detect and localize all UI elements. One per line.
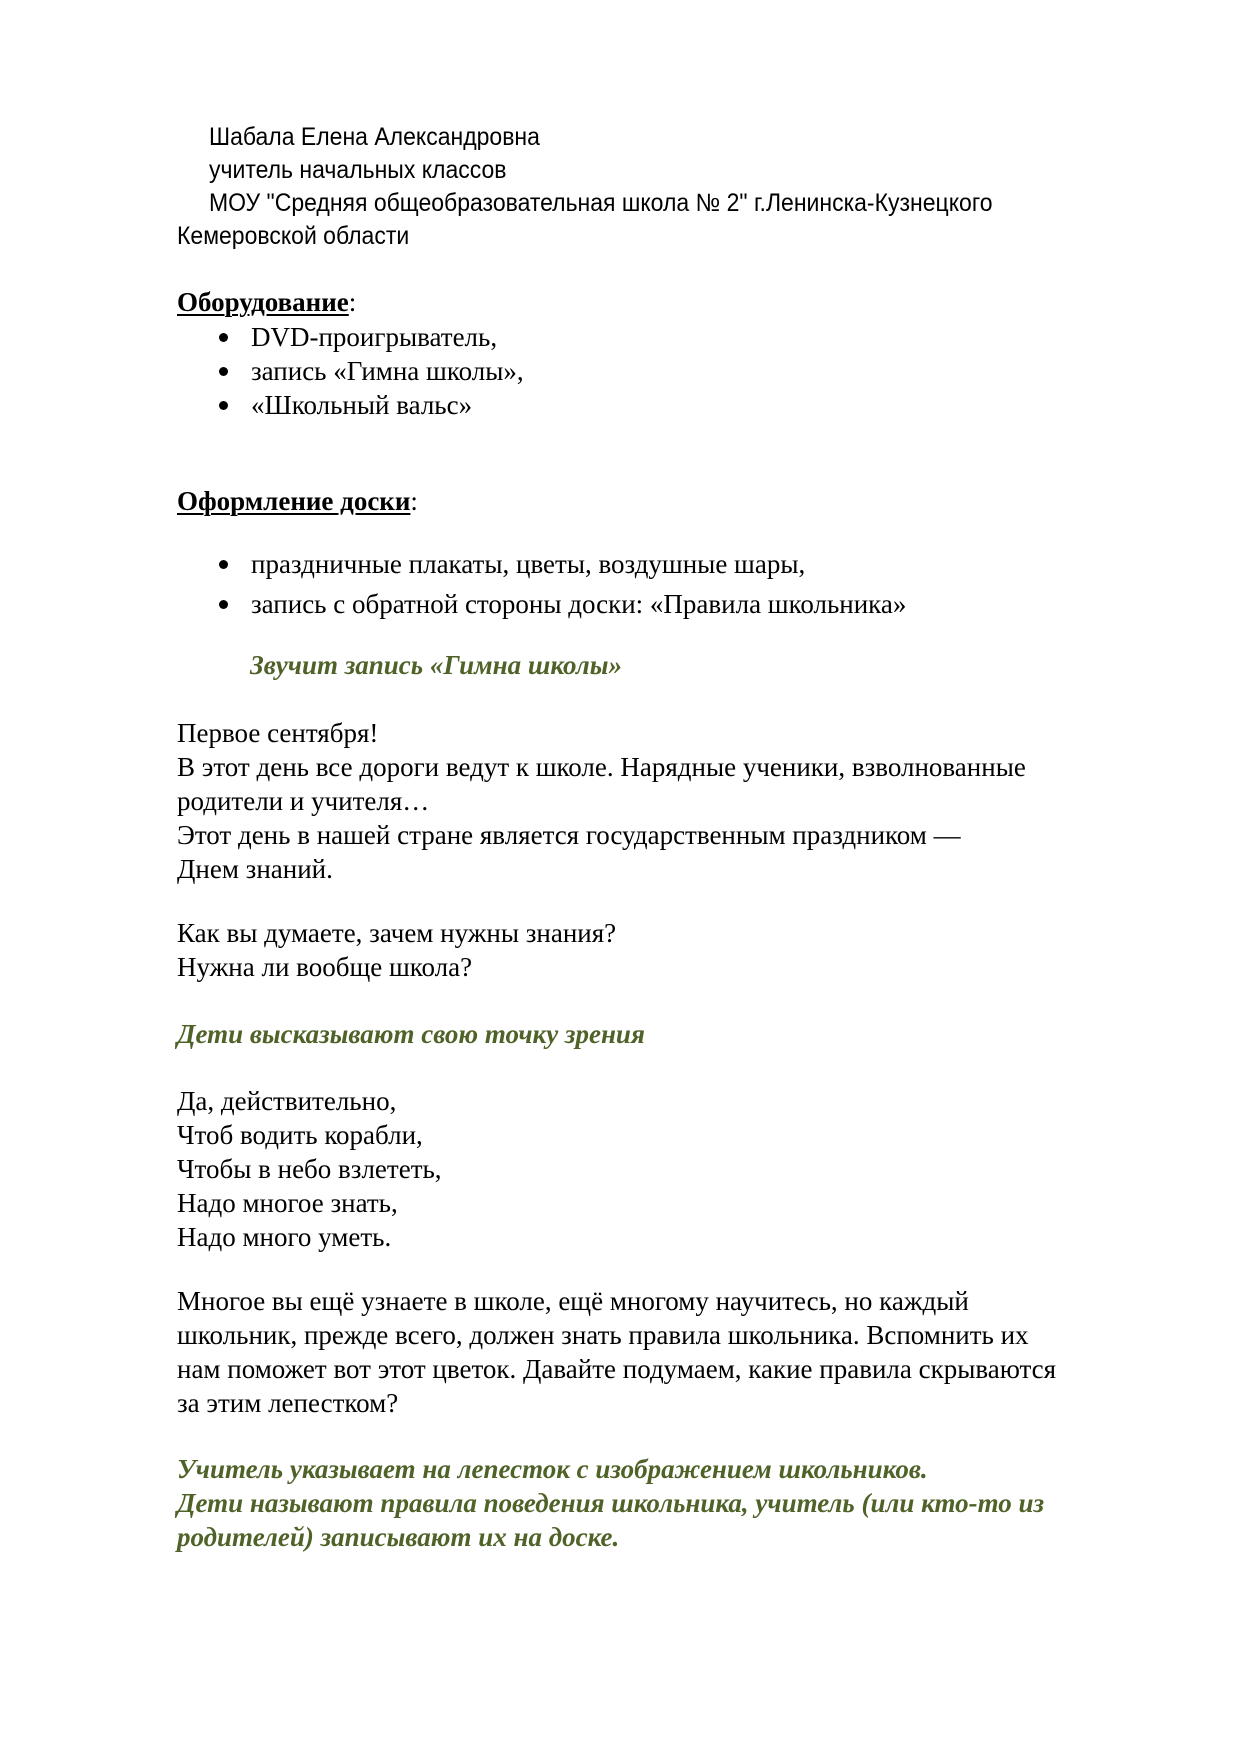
note-final: [177, 1452, 1044, 1554]
author-region: Кемеровской области: [177, 222, 410, 250]
text-line: школьник, прежде всего, должен знать правила школьника. Вспомнить их: [177, 1320, 1029, 1350]
note-anthem: Звучит запись «Гимна школы»: [250, 650, 622, 680]
bullet-icon: [219, 600, 228, 609]
list-item: «Школьный вальс»: [177, 388, 524, 422]
text-line: Надо многое знать,: [177, 1188, 398, 1218]
text-line: Как вы думаете, зачем нужны знания?: [177, 918, 617, 948]
text-line: Чтобы в небо взлететь,: [177, 1154, 442, 1184]
text-line: Этот день в нашей стране является государственным праздником —: [177, 820, 961, 850]
text-line: Нужна ли вообще школа?: [177, 952, 473, 982]
equipment-heading: [177, 285, 356, 319]
questions-paragraph: [177, 916, 616, 984]
equipment-heading-colon: :: [348, 287, 357, 317]
text-line: нам поможет вот этот цветок. Давайте подумаем, какие правила скрываются: [177, 1354, 1057, 1384]
note-children: Дети высказывают свою точку зрения: [177, 1019, 645, 1049]
bullet-icon: [219, 367, 228, 376]
text-line: В этот день все дороги ведут к школе. Нарядные ученики, взволнованные: [177, 752, 1026, 782]
text-line: Первое сентября!: [177, 718, 379, 748]
board-heading-text: Оформление доски: [177, 486, 411, 516]
list-item: запись «Гимна школы»,: [177, 354, 524, 388]
list-item: запись с обратной стороны доски: «Правила школьника»: [177, 587, 906, 621]
text-line: Учитель указывает на лепесток с изображением школьников.: [177, 1454, 928, 1484]
text-line: за этим лепестком?: [177, 1388, 399, 1418]
intro-paragraph: [177, 716, 1026, 886]
bullet-icon: [219, 401, 228, 410]
board-heading: [177, 484, 418, 518]
text-line: родителей) записывают их на доске.: [177, 1522, 620, 1552]
poem: [177, 1084, 442, 1254]
text-line: Надо много уметь.: [177, 1222, 392, 1252]
board-list: [177, 547, 906, 621]
equipment-heading-text: Оборудование: [177, 287, 349, 317]
list-item: праздничные плакаты, цветы, воздушные шары,: [177, 547, 906, 581]
text-line: Да, действительно,: [177, 1086, 397, 1116]
bullet-icon: [219, 560, 228, 569]
board-heading-colon: :: [410, 486, 418, 516]
text-line: Днем знаний.: [177, 854, 333, 884]
author-position: учитель начальных классов: [209, 156, 507, 184]
equipment-list: [177, 320, 524, 422]
text-line: родители и учителя…: [177, 786, 430, 816]
text-line: Многое вы ещё узнаете в школе, ещё многому научитесь, но каждый: [177, 1286, 969, 1316]
author-school: МОУ "Средняя общеобразовательная школа № 2" г.Ленинска-Кузнецкого: [209, 189, 993, 217]
bullet-icon: [219, 333, 228, 342]
rules-paragraph: [177, 1284, 1056, 1420]
text-line: Чтоб водить корабли,: [177, 1120, 423, 1150]
text-line: Дети называют правила поведения школьника, учитель (или кто-то из: [177, 1488, 1045, 1518]
author-name: Шабала Елена Александровна: [209, 123, 540, 151]
list-item: DVD-проигрыватель,: [177, 320, 524, 354]
